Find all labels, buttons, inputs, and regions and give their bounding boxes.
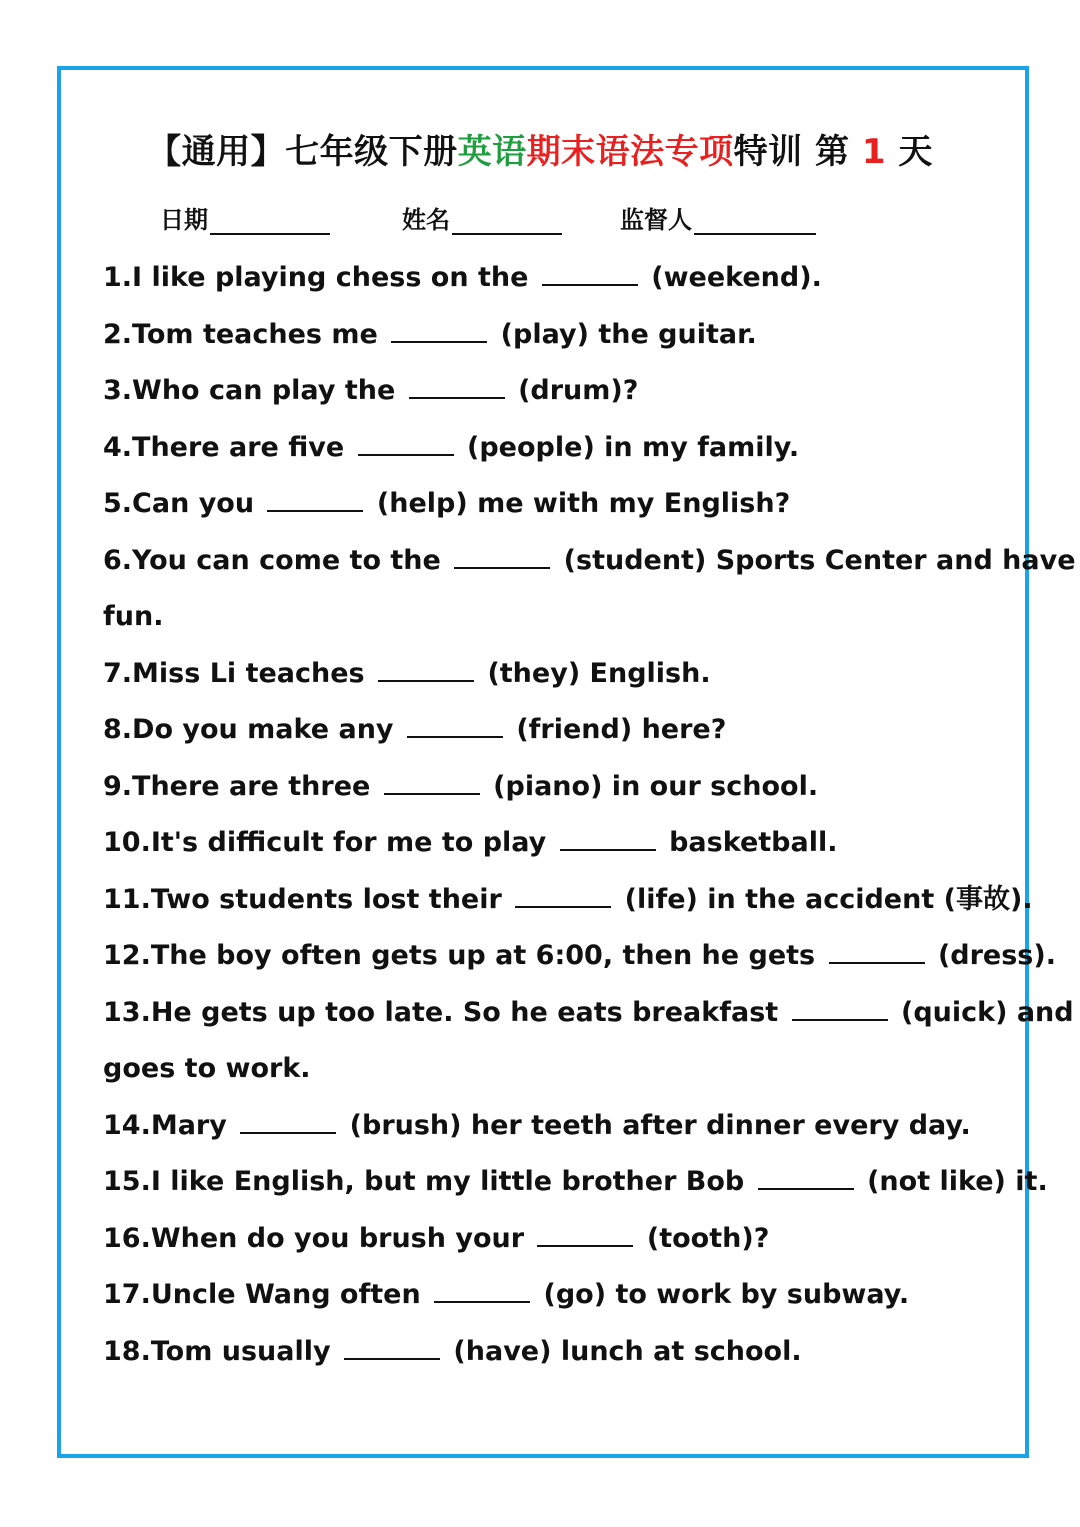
answer-blank[interactable] bbox=[792, 997, 888, 1021]
question-text-after: (brush) her teeth after dinner every day. bbox=[349, 1109, 971, 1141]
question-text-before: 3.Who can play the bbox=[103, 375, 396, 406]
question-text-before: 6.You can come to the bbox=[103, 544, 441, 576]
question-item bbox=[103, 420, 1003, 477]
question-text: goes to work. bbox=[103, 1053, 311, 1084]
answer-blank[interactable] bbox=[829, 940, 925, 964]
question-continuation bbox=[103, 589, 1003, 646]
question-text-after: (have) lunch at school. bbox=[453, 1335, 802, 1367]
question-text-before: 9.There are three bbox=[103, 770, 371, 802]
question-item bbox=[103, 1098, 1003, 1155]
question-text-before: 1.I like playing chess on the bbox=[103, 262, 529, 293]
name-blank[interactable] bbox=[452, 205, 562, 235]
answer-blank[interactable] bbox=[391, 319, 487, 343]
question-item bbox=[103, 759, 1003, 816]
question-item bbox=[103, 363, 1003, 420]
question-continuation bbox=[103, 1041, 1003, 1098]
question-item bbox=[103, 250, 1003, 307]
title-day-suffix: 天 bbox=[886, 132, 933, 172]
question-text-before: 13.He gets up too late. So he eats breakfast bbox=[103, 996, 779, 1028]
question-text-after: (student) Sports Center and have bbox=[563, 544, 1076, 576]
question-text-before: 5.Can you bbox=[103, 488, 255, 519]
question-text-after: (quick) and bbox=[900, 996, 1074, 1028]
question-text-before: 10.It's difficult for me to play bbox=[103, 827, 547, 858]
question-item bbox=[103, 1211, 1003, 1268]
answer-blank[interactable] bbox=[515, 884, 611, 908]
answer-blank[interactable] bbox=[240, 1110, 336, 1134]
answer-blank[interactable] bbox=[537, 1223, 633, 1247]
question-text-before: 4.There are five bbox=[103, 431, 345, 463]
supervisor-field[interactable] bbox=[620, 200, 816, 235]
question-item bbox=[103, 815, 1003, 872]
name-label: 姓名 bbox=[402, 206, 450, 234]
title-day-number: 1 bbox=[861, 132, 886, 172]
answer-blank[interactable] bbox=[344, 1336, 440, 1360]
date-blank[interactable] bbox=[210, 205, 330, 235]
question-text-after: (piano) in our school. bbox=[493, 770, 819, 802]
question-text-after: (life) in the accident (事故). bbox=[624, 883, 1033, 915]
question-item bbox=[103, 928, 1056, 985]
question-item bbox=[103, 702, 1003, 759]
question-text-after: (help) me with my English? bbox=[376, 488, 791, 519]
name-field[interactable] bbox=[402, 200, 562, 235]
title-training: 特训 第 bbox=[733, 132, 862, 172]
title-topic: 期末语法专项 bbox=[526, 132, 734, 172]
worksheet-title bbox=[0, 124, 1080, 173]
question-item bbox=[103, 985, 1074, 1042]
answer-blank[interactable] bbox=[434, 1279, 530, 1303]
question-text-after: (play) the guitar. bbox=[500, 318, 757, 350]
answer-blank[interactable] bbox=[454, 545, 550, 569]
question-text-after: (weekend). bbox=[651, 262, 822, 293]
question-item bbox=[103, 476, 1003, 533]
question-item bbox=[103, 1324, 1003, 1381]
question-text-before: 17.Uncle Wang often bbox=[103, 1279, 421, 1310]
answer-blank[interactable] bbox=[358, 432, 454, 456]
question-text-before: 8.Do you make any bbox=[103, 714, 394, 745]
question-text-after: (friend) here? bbox=[516, 714, 727, 745]
question-text-after: (dress). bbox=[937, 940, 1056, 971]
question-text: fun. bbox=[103, 601, 164, 632]
question-text-before: 2.Tom teaches me bbox=[103, 318, 378, 350]
question-text-before: 16.When do you brush your bbox=[103, 1222, 525, 1254]
question-text-after: (tooth)? bbox=[646, 1222, 770, 1254]
question-text-after: (not like) it. bbox=[867, 1166, 1048, 1197]
question-item bbox=[103, 307, 1003, 364]
answer-blank[interactable] bbox=[758, 1166, 854, 1190]
supervisor-blank[interactable] bbox=[694, 205, 816, 235]
title-subject: 英语 bbox=[457, 132, 527, 172]
question-item bbox=[103, 533, 1076, 590]
question-item bbox=[103, 872, 1033, 929]
question-text-before: 11.Two students lost their bbox=[103, 883, 502, 915]
question-item bbox=[103, 646, 1003, 703]
question-text-after: (people) in my family. bbox=[467, 431, 800, 463]
answer-blank[interactable] bbox=[384, 771, 480, 795]
question-text-after: (drum)? bbox=[518, 375, 639, 406]
date-label: 日期 bbox=[160, 206, 208, 234]
answer-blank[interactable] bbox=[409, 375, 505, 399]
question-text-after: (go) to work by subway. bbox=[543, 1279, 910, 1310]
answer-blank[interactable] bbox=[407, 714, 503, 738]
answer-blank[interactable] bbox=[542, 262, 638, 286]
supervisor-label: 监督人 bbox=[620, 206, 692, 234]
question-text-before: 15.I like English, but my little brother Bob bbox=[103, 1166, 745, 1197]
question-text-before: 18.Tom usually bbox=[103, 1335, 331, 1367]
question-text-after: basketball. bbox=[669, 827, 838, 858]
question-text-after: (they) English. bbox=[487, 657, 711, 689]
question-text-before: 14.Mary bbox=[103, 1109, 227, 1141]
answer-blank[interactable] bbox=[267, 488, 363, 512]
answer-blank[interactable] bbox=[560, 827, 656, 851]
date-field[interactable] bbox=[160, 200, 330, 235]
question-item bbox=[103, 1154, 1048, 1211]
question-text-before: 12.The boy often gets up at 6:00, then he gets bbox=[103, 940, 816, 971]
answer-blank[interactable] bbox=[378, 658, 474, 682]
question-item bbox=[103, 1267, 1003, 1324]
question-text-before: 7.Miss Li teaches bbox=[103, 657, 365, 689]
title-prefix: 【通用】七年级下册 bbox=[147, 132, 458, 172]
question-list bbox=[103, 250, 1076, 1380]
